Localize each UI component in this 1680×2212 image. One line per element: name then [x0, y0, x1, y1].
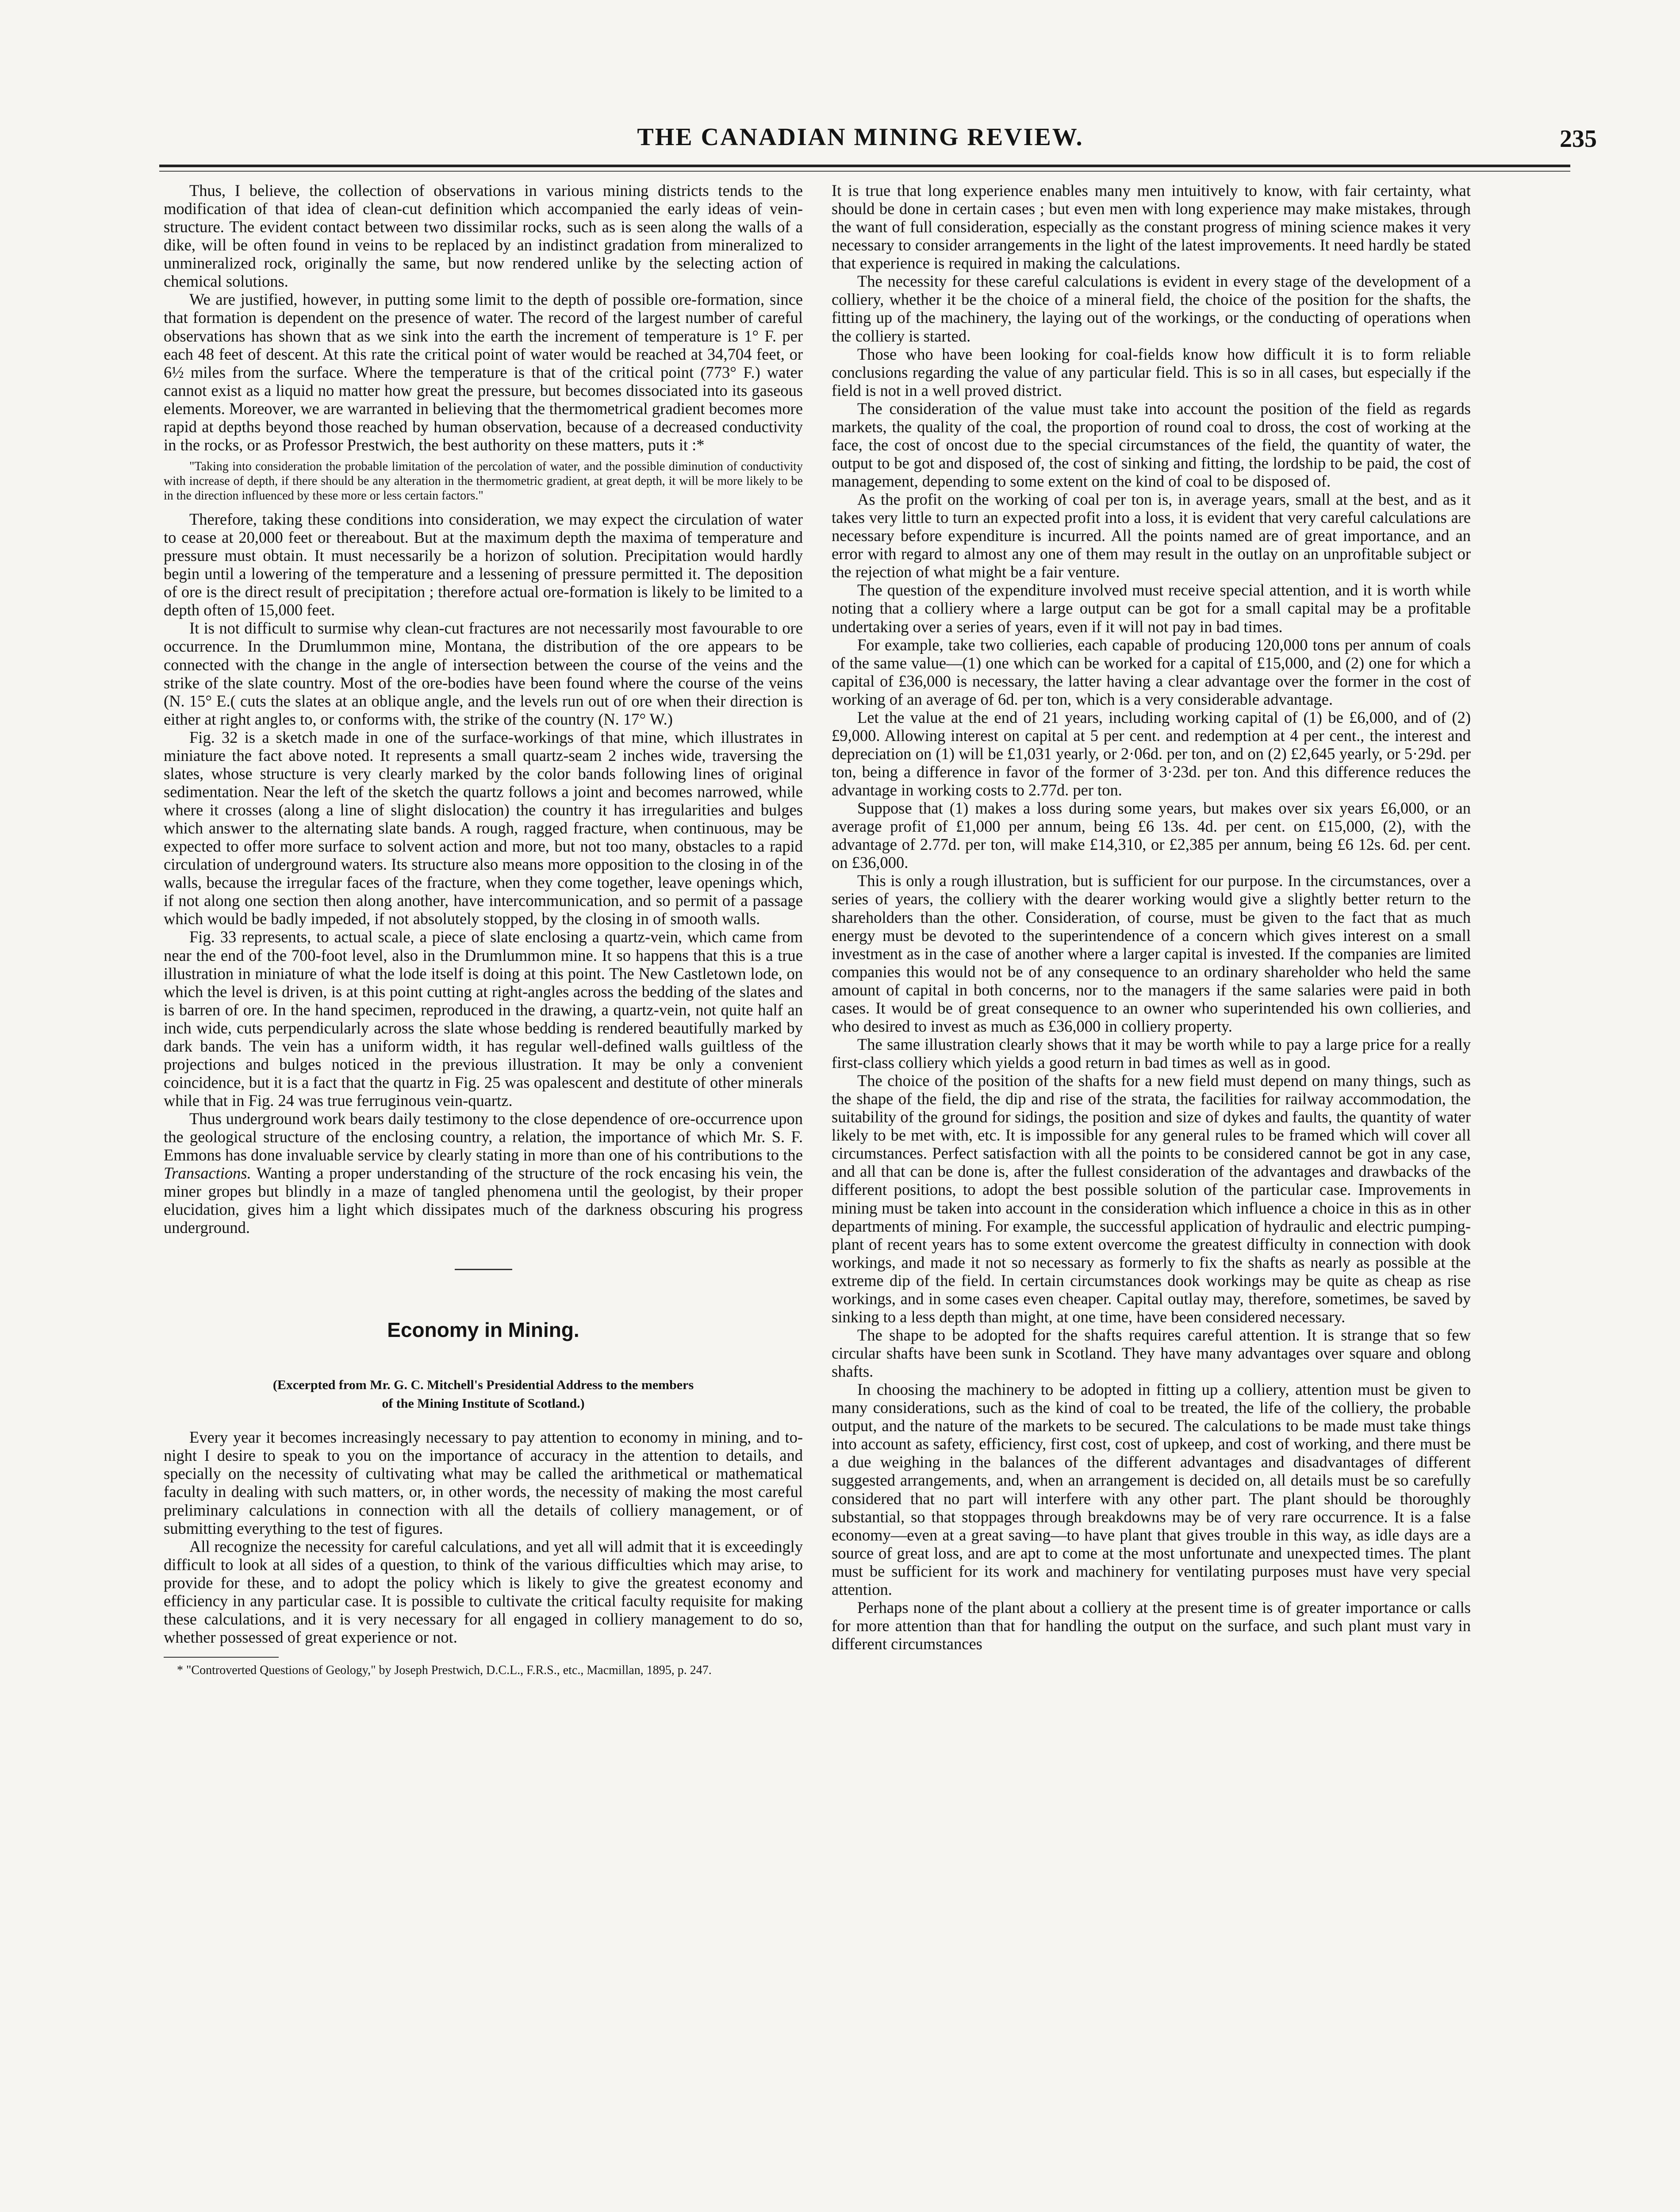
paragraph: Every year it becomes increasingly necessary to pay attention to economy in mining, and to-night I desire to speak to you on the importance of accuracy in the attention to details, and specially on the necessity of cultivating what may be called the arithmetical or mathematical faculty in dealing with such matters, or, in other words, the necessity of making the most careful preliminary calculations in connection with all the details of colliery management, or of submitting everything to the test of figures.: [164, 1428, 803, 1537]
paragraph: Perhaps none of the plant about a colliery at the present time is of greater importance or calls for more attention than that for handling the output on the surface, and such plant must vary in different circumstances: [832, 1598, 1471, 1653]
paragraph: This is only a rough illustration, but is sufficient for our purpose. In the circumstances, over a series of years, the colliery with the dearer working would give a slightly better return to the shareholders than the other. Consideration, of course, must be given to the fact that as much energy must be devoted to the superintendence of a concern which gives interest on a small investment as in the case of another where a larger capital is invested. If the companies are limited companies this would not be of any consequence to an ordinary shareholder who held the same amount of capital in both concerns, nor to the managers if the same salaries were paid in both cases. It would be of great consequence to an owner who superintended his own collieries, and who desired to invest as much as £36,000 in colliery property.: [832, 872, 1471, 1035]
section-title: Economy in Mining.: [387, 1318, 579, 1341]
paragraph: Fig. 32 is a sketch made in one of the surface-workings of that mine, which illustrates in miniature the fact above noted. It represents a small quartz-seam 2 inches wide, traversing the slates, whose structure is very clearly marked by the color bands following lines of original sedimentation. Near the left of the sketch the quartz follows a joint and becomes narrowed, while where it crosses (along a line of slight dislocation) the country it has irregularities and bulges which answer to the alternating slate bands. A rough, ragged fracture, when continuous, may be expected to offer more surface to solvent action and more, but not too many, obstacles to a rapid circulation of underground waters. Its structure also means more opposition to the closing in of the walls, because the irregular faces of the fracture, when they come together, leave openings which, if not along one section then along another, have intercommunication, and so permit of a passage which would be badly impeded, if not absolutely stopped, by the closing in of smooth walls.: [164, 728, 803, 928]
excerpt-line: of the Mining Institute of Scotland.): [382, 1396, 585, 1411]
paragraph: As the profit on the working of coal per ton is, in average years, small at the best, and as it takes very little to turn an expected profit into a loss, it is evident that very careful calculations are necessary before expenditure is incurred. All the points named are of great importance, and an error with regard to almost any one of them may result in the outlay on an unprofitable subject or the rejection of what might be a fair venture.: [832, 490, 1471, 581]
paragraph: For example, take two collieries, each capable of producing 120,000 tons per annum of coals of the same value—(1) one which can be worked for a capital of £15,000, and (2) one for which a capital of £36,000 is necessary, the latter having a clear advantage over the former in the cost of working of an average of 6d. per ton, which is a very considerable advantage.: [832, 635, 1471, 708]
paragraph: Thus, I believe, the collection of observations in various mining districts tends to the modification of that idea of clean-cut definition which accompanied the early ideas of vein-structure. The evident contact between two dissimilar rocks, such as is seen along the walls of a dike, will be often found in veins to be replaced by an indistinct gradation from mineralized to unmineralized rock, originally the same, but now rendered unlike by the selecting action of chemical solutions.: [164, 181, 803, 291]
paragraph: The shape to be adopted for the shafts requires careful attention. It is strange that so few circular shafts have been sunk in Scotland. They have many advantages over square and oblong shafts.: [832, 1325, 1471, 1381]
paragraph: We are justified, however, in putting some limit to the depth of possible ore-formation, since that formation is dependent on the presence of water. The record of the largest number of careful observations has shown that as we sink into the earth the increment of temperature is 1° F. per each 48 feet of descent. At this rate the critical point of water would be reached at 34,704 feet, or 6½ miles from the surface. Where the temperature is that of the critical point (773° F.) water cannot exist as a liquid no matter how great the pressure, but becomes dissociated into its gaseous elements. Moreover, we are warranted in believing that the thermometrical gradient becomes more rapid at depths beyond those reached by human observation, because of a decreased conductivity in the rocks, or as Professor Prestwich, the best authority on these matters, puts it :*: [164, 290, 803, 454]
right-column: [832, 181, 1471, 1653]
page-number: 235: [1560, 125, 1597, 153]
section-divider: [455, 1269, 512, 1270]
transactions-italic: Transactions.: [164, 1164, 251, 1183]
paragraph: Those who have been looking for coal-fields know how difficult it is to form reliable conclusions regarding the value of any particular field. This is so in all cases, but especially if the field is not in a well proved district.: [832, 345, 1471, 399]
footnote: * "Controverted Questions of Geology," by Joseph Prestwich, D.C.L., F.R.S., etc., Macmillan, 1895, p. 247.: [177, 1663, 712, 1678]
left-column: [164, 181, 803, 1678]
paragraph: All recognize the necessity for careful calculations, and yet all will admit that it is exceedingly difficult to look at all sides of a question, to think of the various difficulties which may arise, to provide for these, and to adopt the policy which is likely to give the greatest economy and efficiency in any particular case. It is possible to cultivate the critical faculty requisite for making these calculations, and it is very necessary for all engaged in colliery management to do so, whether possessed of great experience or not.: [164, 1537, 803, 1646]
paragraph: In choosing the machinery to be adopted in fitting up a colliery, attention must be given to many considerations, such as the kind of coal to be treated, the life of the colliery, the probable output, and the nature of the markets to be secured. The calculations to be made must take things into account as safety, efficiency, first cost, cost of upkeep, and cost of working, and there must be a due weighing in the balances of the different advantages and disadvantages of different suggested arrangements, and, when an arrangement is decided on, all details must be so carefully considered that no part will interfere with any other part. The plant should be thoroughly substantial, so that stoppages through breakdowns may be of very rare occurrence. It is a false economy—even at a great saving—to have plant that gives trouble in this way, as idle days are a source of great loss, and are apt to come at the most unfortunate and unexpected times. The plant must be sufficient for its work and machinery for ventilating purposes must have very special attention.: [832, 1380, 1471, 1598]
paragraph: The choice of the position of the shafts for a new field must depend on many things, such as the shape of the field, the dip and rise of the strata, the facilities for railway accommodation, the suitability of the ground for sidings, the position and size of dykes and faults, the quantity of water likely to be met with, etc. It is impossible for any general rules to be framed which will cover all circumstances. Perfect satisfaction with all the points to be considered cannot be got in any case, and all that can be done is, after the fullest consideration of the advantages and drawbacks of the different positions, to adopt the best possible solution of the particular case. Improvements in mining must be taken into account in the consideration which influence a choice in this as in other departments of mining. For example, the successful application of hydraulic and electric pumping-plant of recent years has to some extent overcome the greatest difficulty in connection with dook workings, and made it not so necessary as formerly to fix the shafts as nearly as possible at the extreme dip of the field. In certain circumstances dook workings may be quite as cheap as rise workings, and in some cases even cheaper. Capital outlay may, therefore, sometimes, be saved by sinking to a less depth than might, at one time, have been considered necessary.: [832, 1071, 1471, 1326]
paragraph: Fig. 33 represents, to actual scale, a piece of slate enclosing a quartz-vein, which came from near the end of the 700-foot level, also in the Drumlummon mine. It so happens that this is a true illustration in miniature of what the lode itself is doing at this point. The New Castletown lode, on which the level is driven, is at this point cutting at right-angles across the bedding of the slates and is barren of ore. In the hand specimen, reproduced in the drawing, a quartz-vein, not quite half an inch wide, cuts perpendicularly across the slate whose bedding is rendered beautifully marked by dark bands. The vein has a uniform width, it has regular well-defined walls guiltless of the projections and bulges noticed in the previous illustration. It may be only a convenient coincidence, but it is a fact that the quartz in Fig. 25 was opalescent and destitute of other minerals while that in Fig. 24 was true ferruginous vein-quartz.: [164, 928, 803, 1110]
paragraph: The question of the expenditure involved must receive special attention, and it is worth while noting that a colliery where a large output can be got for a small capital may be a profitable undertaking over a series of years, even if it will not pay in bad times.: [832, 581, 1471, 636]
header-rule-thin: [159, 171, 1570, 172]
excerpt-line: (Excerpted from Mr. G. C. Mitchell's Presidential Address to the members: [272, 1378, 694, 1393]
paragraph: [164, 1110, 803, 1237]
paragraph: Suppose that (1) makes a loss during some years, but makes over six years £6,000, or an average profit of £1,000 per annum, being £6 13s. 4d. per cent. on £15,000, (2), with the advantage of 2.77d. per ton, will make £14,310, or £2,385 per annum, being £6 12s. 6d. per cent. on £36,000.: [832, 799, 1471, 872]
paragraph: The necessity for these careful calculations is evident in every stage of the development of a colliery, whether it be the choice of a mineral field, the choice of the position for the shafts, the fitting up of the machinery, the laying out of the workings, or the conducting of operations when the colliery is started.: [832, 272, 1471, 345]
running-head: THE CANADIAN MINING REVIEW.: [637, 123, 1084, 151]
paragraph: Therefore, taking these conditions into consideration, we may expect the circulation of water to cease at 20,000 feet or thereabout. But at the maximum depth the maxima of temperature and pressure must obtain. It must necessarily be a horizon of solution. Precipitation would hardly begin until a lowering of the temperature and a lessening of pressure permitted it. The deposition of ore is the direct result of precipitation ; therefore actual ore-formation is likely to be limited to a depth often of 15,000 feet.: [164, 510, 803, 619]
footnote-rule: [164, 1657, 279, 1658]
paragraph: Let the value at the end of 21 years, including working capital of (1) be £6,000, and of (2) £9,000. Allowing interest on capital at 5 per cent. and redemption at 4 per cent., the interest and depreciation on (1) will be £1,031 yearly, or 2·06d. per ton, and on (2) £2,645 yearly, or 5·29d. per ton, being a difference in favor of the former of 3·23d. per ton. And this difference reduces the advantage in working costs to 2.77d. per ton.: [832, 708, 1471, 799]
paragraph: The same illustration clearly shows that it may be worth while to pay a large price for a really first-class colliery which yields a good return in bad times as well as in good.: [832, 1035, 1471, 1071]
paragraph: It is true that long experience enables many men intuitively to know, with fair certainty, what should be done in certain cases ; but even men with long experience may make mistakes, through the want of full consideration, especially as the constant progress of mining science makes it very necessary to consider arrangements in the light of the latest improvements. It need hardly be stated that experience is required in making the calculations.: [832, 181, 1471, 273]
header-rule-thick: [159, 165, 1570, 167]
paragraph: The consideration of the value must take into account the position of the field as regards markets, the quality of the coal, the proportion of round coal to dross, the cost of working at the face, the cost of oncost due to the special circumstances of the field, the quantity of water, the output to be got and disposed of, the cost of sinking and fitting, the lordship to be paid, the cost of management, depending to some extent on the kind of coal to be disposed of.: [832, 399, 1471, 490]
paragraph-text: Thus underground work bears daily testimony to the close dependence of ore-occurrence upon the geological structure of the enclosing country, a relation, the importance of which Mr. S. F. Emmons has done invaluable service by clearly stating in more than one of his contributions to the: [164, 1110, 803, 1164]
paragraph: It is not difficult to surmise why clean-cut fractures are not necessarily most favourable to ore occurrence. In the Drumlummon mine, Montana, the distribution of the ore appears to be connected with the change in the angle of intersection between the course of the veins and the strike of the slate country. Most of the ore-bodies have been found where the course of the veins (N. 15° E.( cuts the slates at an oblique angle, and the levels run out of ore when their direction is either at right angles to, or conforms with, the strike of the country (N. 17° W.): [164, 619, 803, 728]
block-quote: "Taking into consideration the probable limitation of the percolation of water, and the possible diminution of conductivity with increase of depth, if there should be any alteration in the thermometric gradient, at great depth, it will be more likely to be in the direction influenced by these more or less certain factors.": [164, 459, 803, 503]
page-header: [124, 123, 1597, 158]
excerpt-note: [164, 1376, 803, 1413]
paragraph-text: Wanting a proper understanding of the structure of the rock encasing his vein, the miner gropes but blindly in a maze of tangled phenomena until the geologist, by their proper elucidation, gives him a light which dissipates much of the darkness obscuring his progress underground.: [164, 1164, 803, 1237]
